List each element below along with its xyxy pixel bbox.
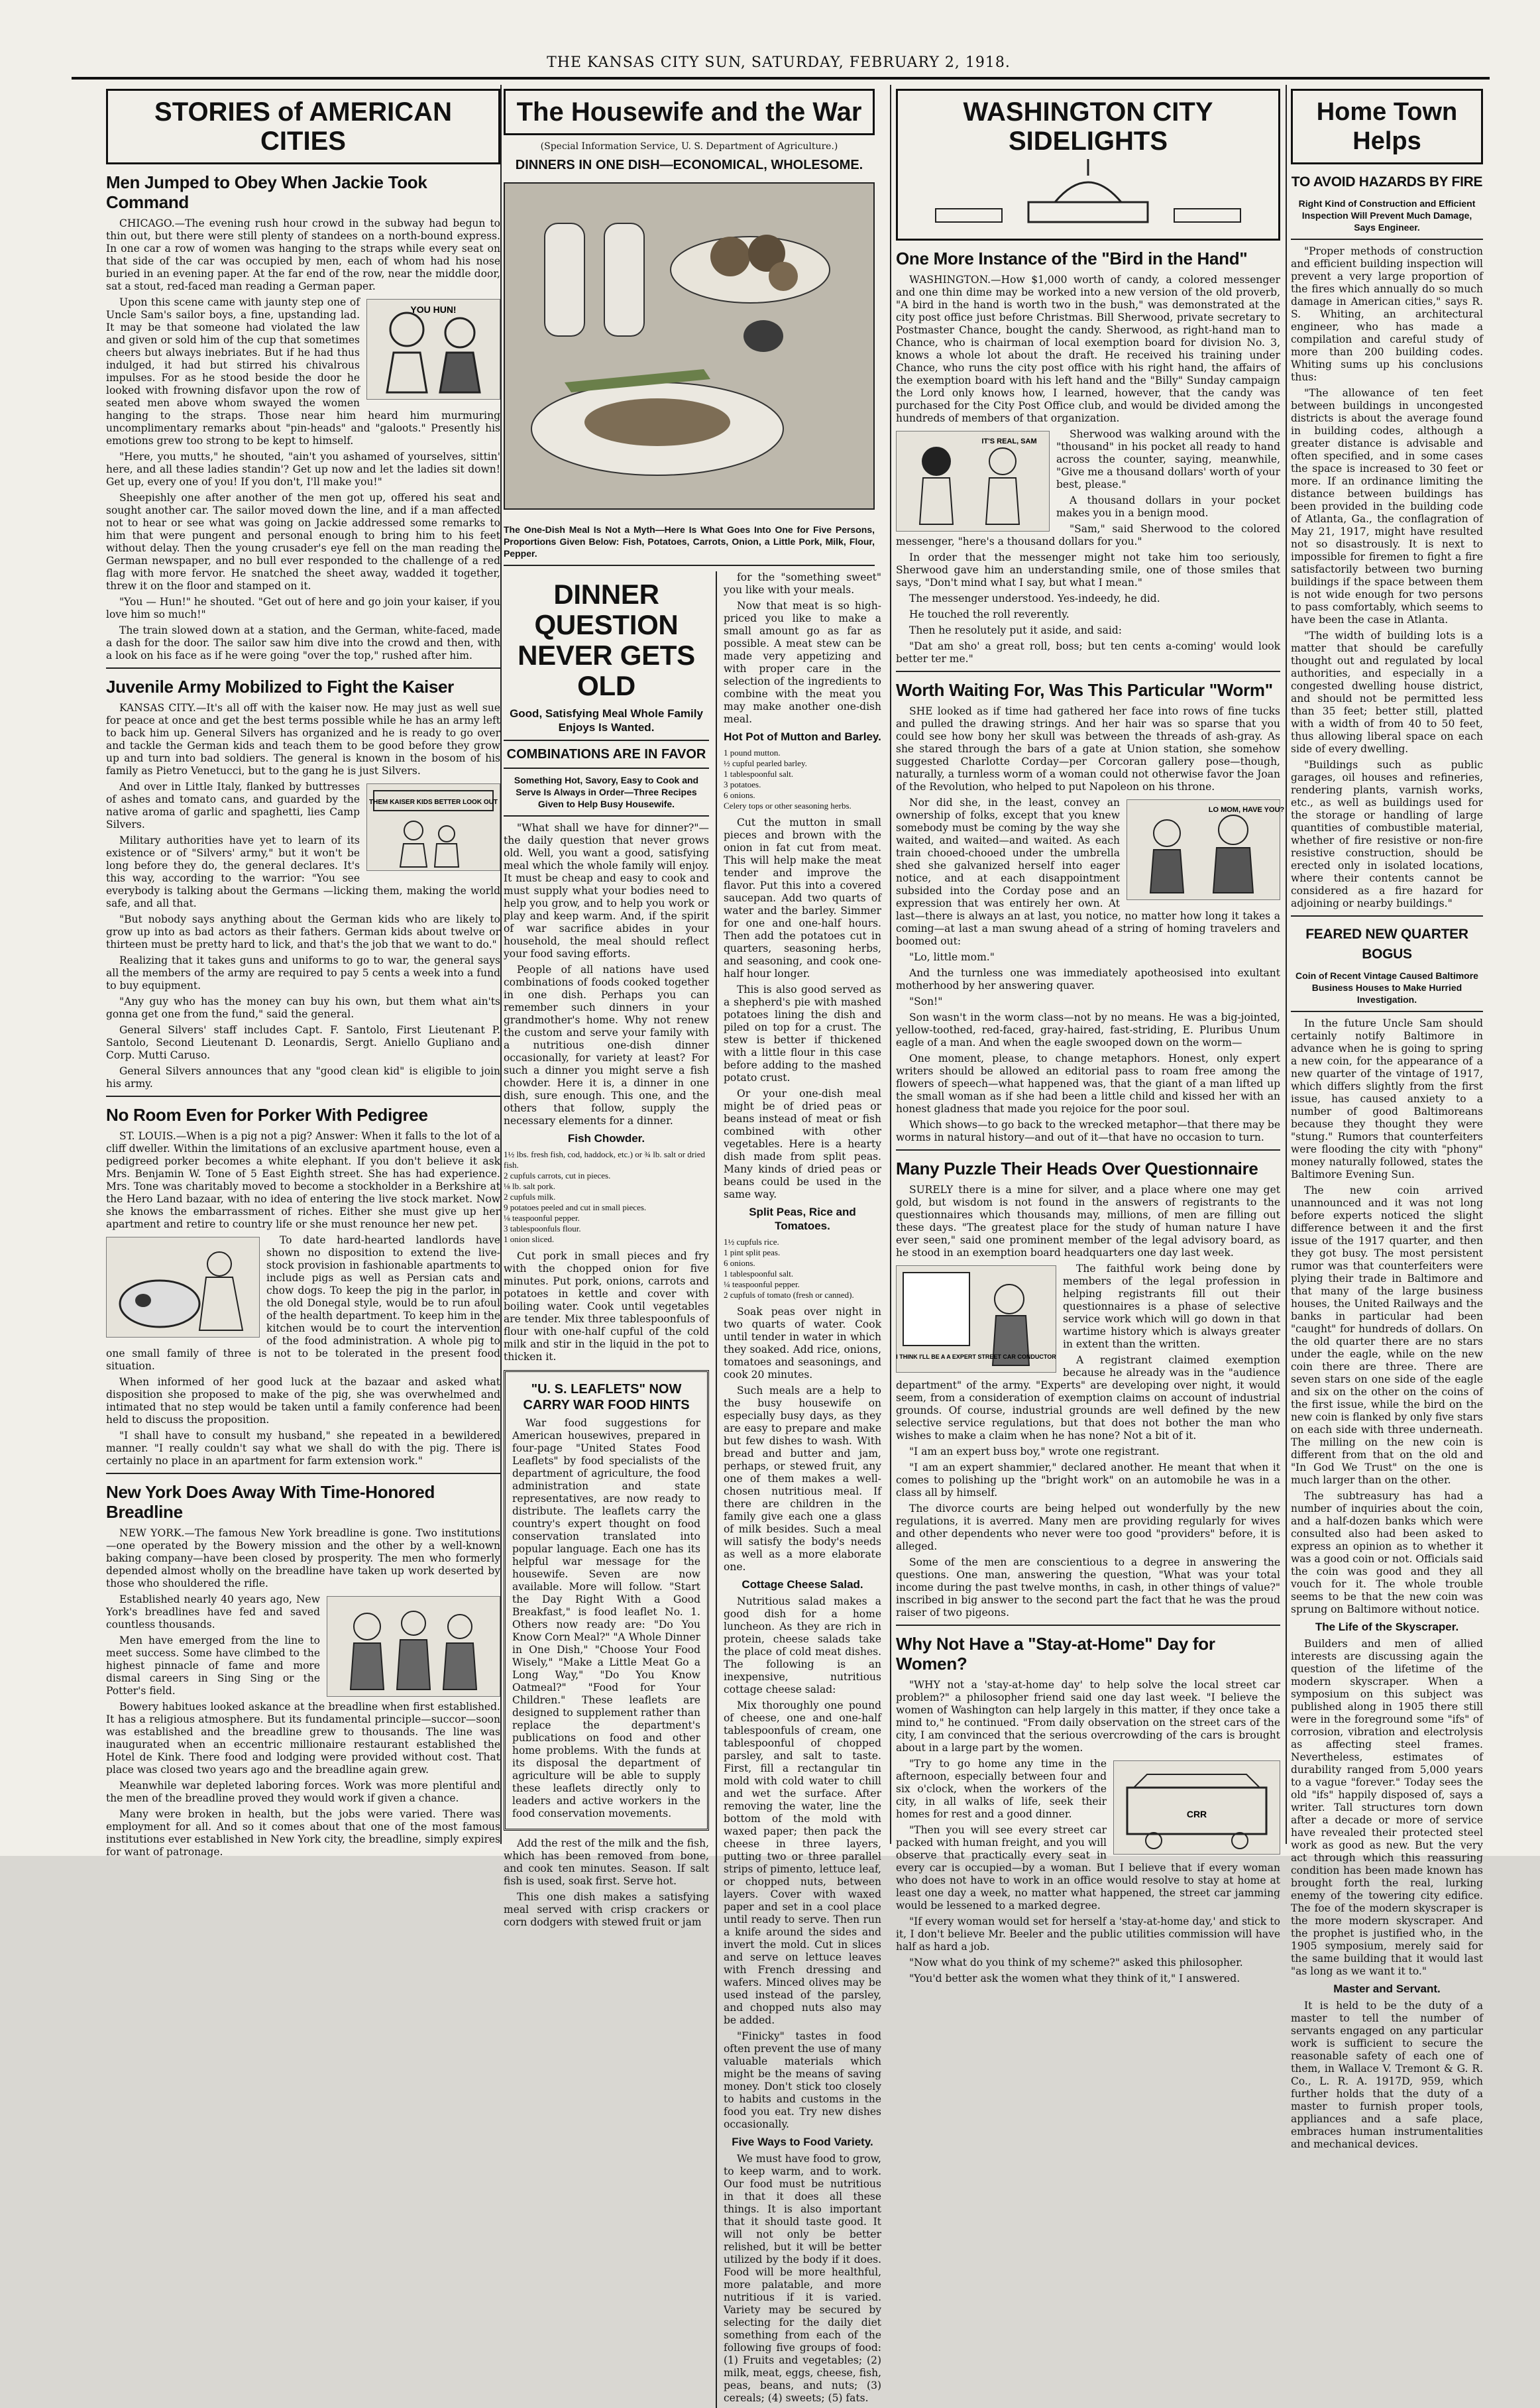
section-title: Master and Servant. <box>1333 1982 1441 1995</box>
story-deck: Coin of Recent Vintage Caused Baltimore Business Houses to Make Hurried Investigation. <box>1295 970 1478 1005</box>
column-rule <box>1286 85 1287 1844</box>
story-paragraph: "I am an expert buss boy," wrote one registrant. <box>909 1446 1160 1458</box>
banner-washington <box>896 89 1280 241</box>
leaflet-box <box>504 1370 709 1831</box>
story-paragraph: When informed of her good luck at the bazaar and asked what disposition she proposed to make of the pig, she was overwhelmed and intimated that no step would be taken until a family conference had been held to discuss the proposition. <box>106 1376 500 1426</box>
sketch-text: YOU HUN! <box>410 304 457 315</box>
article-headline: DINNER QUESTION NEVER GETS OLD <box>518 579 695 701</box>
story-paragraph: "Son!" <box>909 996 943 1007</box>
article-paragraph: Add the rest of the milk and the fish, which has been removed from bone, and cook ten minutes. Season. If salt fish is used, soak first. Serve hot. <box>504 1837 709 1887</box>
story-paragraph: To date hard-hearted landlords have shown no disposition to extend the live-stock provision in fashionable apartments to include pigs as well as Persian cats and chow dogs. To keep the pig in the parlor, in the old Donegal style, would be to run afoul of the health department. To keep him in the kitchen would be to court the intervention of the food administration. A whole pig to one small family of three is not to be tolerated in the present food situation. <box>106 1234 500 1372</box>
story-paragraph: Builders and men of allied interests are discussing again the question of the lifetime of the modern skyscraper. When a symposium on this subject was published along in 1905 there still were in the foreground some "ifs" of corrosion, vibration and electrolysis as affecting steel frames. Nevertheless, estimates of durability ranged from 5,000 years to a vague "forever." Today sees the old "ifs" happily disposed of, says a writer. Tall structures torn down after a decade or more of service have revealed their protected steel work as good as new. But the very act through which this reassuring condition has been made known has brought forth the real, lurking enemy of the towering city edifice. The foe of the modern skyscraper is the more modern skyscraper. And the prophet is justified who, in the 1905 symposium, merely said for the same building that it would last "as long as we want it to." <box>1291 1638 1483 1977</box>
recipe-ingredients: 1½ cupfuls rice. 1 pint split peas. 6 onions. 1 tablespoonful salt. ¼ teaspoonful pepper. 2 cupfuls of tomato (fresh or canned). <box>724 1237 854 1300</box>
story-paragraph: WASHINGTON.—How $1,000 worth of candy, a colored messenger and one thin dime may be worked into a new version of the old proverb, "A bird in the hand is worth two in the bush," was demonstrated at the city post office just before Christmas. Bill Sherwood, private secretary to Postmaster Chance, bought the candy. Sherwood, as right-hand man to Chance, who is chairman of local exemption board for division No. 3, knows a whole lot about the draft. He received his training under Chance, who runs the city post office with his right hand, the affairs of the exemption board with his left hand and the "Billy" Sunday campaign the Lord only knows how, I learned, however, that the candy was purchased for the City Post Office club, and would be divided among the hundreds of members of that organization. <box>896 274 1280 424</box>
article-paragraph: Mix thoroughly one pound of cheese, one and one-half tablespoonfuls of cream, one tablespoonful of chopped parsley, and salt to taste. First, fill a rectangular tin mold with cold water to chill and wet the surface. After removing the water, line the bottom of the mold with waxed paper; then pack the cheese in three layers, putting two or three parallel strips of pimento, lettuce leaf, or chopped nuts, between layers. Cover with waxed paper and set in a cool place until ready to serve. Then run a knife around the sides and invert the mold. Cut in slices and serve on lettuce leaves with French dressing and wafers. Minced olives may be used instead of the parsley, and chopped nuts also may be added. <box>724 1699 881 2026</box>
column-rule <box>500 85 502 1844</box>
story-paragraph: The new coin arrived unannounced and it was not long before experts noticed the slight difference between it and the first issue of the 1917 quarter, and then they got busy. The most persistent rumor was that counterfeiters were plying their trade in Baltimore and that many of the large business houses, the United Railways and the banks in particular had been "caught" for hundreds of dollars. On the old quarter there are no stars under the eagle, while on the new coin there are three. There are seven stars on one side of the eagle and six on the other on the coins of the first issue, while the bird on the new coin is flanked by only five stars on each side with three underneath. The milling on the new coin is different from that on the old and "In God We Trust" on the one is much larger than on the other. <box>1291 1184 1483 1486</box>
article-paragraph: Or your one-dish meal might be of dried peas or beans instead of meat or fish combined with other vegetables. Here is a hearty dish made from split peas. Many kinds of dried peas or beans could be used in the same way. <box>724 1088 881 1200</box>
story-headline: Many Puzzle Their Heads Over Questionnaire <box>896 1159 1258 1178</box>
story-headline: New York Does Away With Time-Honored Breadline <box>106 1482 435 1522</box>
article-left-subcolumn <box>504 571 709 2408</box>
divider <box>896 1149 1280 1151</box>
article-paragraph: for the "something sweet" you like with your meals. <box>724 571 881 596</box>
recipe-title: Fish Chowder. <box>567 1132 645 1145</box>
divider <box>106 667 500 669</box>
article-paragraph: This is also good served as a shepherd's pie with mashed potatoes lining the dish and piled on top for a crust. The stew is better if thickened with a little flour in this case before adding to the mashed potato crust. <box>724 984 881 1084</box>
subcolumn-rule <box>716 571 717 2408</box>
story-headline: FEARED NEW QUARTER BOGUS <box>1305 927 1468 962</box>
photo-caption: The One-Dish Meal Is Not a Myth—Here Is What Goes Into One for Five Persons, Proportions Given Below: Fish, Potatoes, Carrots, Onion, a Little Pork, Milk, Flour, Pepper. <box>504 524 875 559</box>
story-paragraph: The subtreasury has had a number of inquiries about the coin, and a half-dozen banks which were consulted also had been asked to express an opinion as to whether it was a good coin or not. Officials said the coin was good and they all vouch for it. The whole trouble seems to be that the new coin was sprung on Baltimore without notice. <box>1291 1490 1483 1615</box>
story-headline: Juvenile Army Mobilized to Fight the Kaiser <box>106 677 455 697</box>
article-paragraph: "Finicky" tastes in food often prevent the use of many valuable materials which might be the means of saving money. Don't stick too closely to habits and customs in the food you eat. Try new dishes occasionally. <box>724 2030 881 2130</box>
story-paragraph: Son wasn't in the worm class—not by no means. He was a big-jointed, yellow-toothed, red-faced, gray-haired, fast-striding, E. Pluribus Unum eagle of a man. And when the eagle swooped down on the worm— <box>896 1011 1280 1049</box>
divider <box>504 768 709 769</box>
cartoon-breadline-illustration <box>327 1596 500 1697</box>
cartoon-mother-son-illustration <box>1127 799 1285 900</box>
story-paragraph: Men have emerged from the line to meet success. Some have climbed to the highest pinnacle of fame and more dismal careers in Sing Sing or the Potter's field. <box>106 1634 320 1697</box>
story-headline: No Room Even for Porker With Pedigree <box>106 1105 428 1125</box>
story-paragraph: The train slowed down at a station, and the German, white-faced, made a dash for the door. The sailor saw him dive into the crowd and then, with a look on his face as if he were going "over the top," rushed after him. <box>106 624 500 661</box>
story-paragraph: "Here, you mutts," he shouted, "ain't you ashamed of yourselves, sittin' here, and all these ladies standin'? Get up now and let the ladies sit down! Get up, every one of you! If you don't, I'll make you!" <box>106 451 500 488</box>
story-paragraph: Which shows—to go back to the wrecked metaphor—that there may be worms in natural history—and out of it—that have no occasion to turn. <box>896 1119 1280 1143</box>
column-stories-of-american-cities <box>106 85 500 1858</box>
story-paragraph: And over in Little Italy, flanked by buttresses of ashes and tomato cans, and guarded by the native aroma of garlic and spaghetti, lies Camp Silvers. <box>106 781 360 831</box>
story-paragraph: Military authorities have yet to learn of its existence or of "Silvers' army," but it won't be long before they do, the general declares. It's this way, according to the warrior: "You see everybody is talking about the Germans —licking them, making the world safe, and all that. <box>106 834 500 909</box>
sketch-text: I THINK I'LL BE A A EXPERT STREET CAR CONDUCTOR <box>896 1353 1056 1360</box>
story-paragraph: SURELY there is a mine for silver, and a place where one may get gold, but wisdom is not found in the answers of registrants to the questionnaires which thousands may, millions, of men are filling out these days. "The greatest place for the study of human nature I have ever seen," said one prominent member of the legal advisory board, as he stood in an exemption board headquarters one day last week. <box>896 1184 1280 1259</box>
divider <box>106 1096 500 1097</box>
story-paragraph: NEW YORK.—The famous New York breadline is gone. Two institutions—one operated by the Bowery mission and the other by a well-known baking company—have been closed by prosperity. The men who formerly depended almost wholly on the breadline have taken up work deserted by those who shouldered the rifle. <box>106 1527 500 1589</box>
cartoon-registrant-illustration <box>896 1265 1056 1373</box>
banner-stories <box>106 89 500 164</box>
article-deck: Something Hot, Savory, Easy to Cook and Serve Is Always in Order—Three Recipes Given to Help Busy Housewife. <box>514 775 699 809</box>
story-paragraph: "Buildings such as public garages, oil houses and refineries, rendering plants, varnish works, etc., as well as buildings used for the storage or handling of large quantities of combustible material, whether of fire resistive or non-fire resistive construction, should be erected only in isolated locations, where their contents cannot be considered as a fire hazard for adjoining or nearby buildings." <box>1291 759 1483 909</box>
leaflet-headline: "U. S. LEAFLETS" NOW CARRY WAR FOOD HINTS <box>523 1382 690 1412</box>
story-paragraph: "Proper methods of construction and efficient building inspection will prevent a very large proportion of the fires which annually do so much damage in American cities," says R. S. Whiting, an architectural engineer, who has made a compilation and careful study of more than 200 building codes. Whiting sums up his conclusions thus: <box>1291 245 1483 383</box>
story-paragraph: "But nobody says anything about the German kids who are likely to grow up into as bad actors as their fathers. German kids about twelve or thirteen must be pretty hard to lick, and that's the job that we want to do." <box>106 913 500 950</box>
sketch-text: THEM KAISER KIDS BETTER LOOK OUT <box>369 799 498 806</box>
story-paragraph: Established nearly 40 years ago, New York's breadlines have fed and saved countless thousands. <box>106 1593 320 1631</box>
story-paragraph: "You'd better ask the women what they think of it," I answered. <box>909 1973 1240 1984</box>
story-paragraph: "Sam," said Sherwood to the colored messenger, "here's a thousand dollars for you." <box>896 523 1280 547</box>
recipe-title: Split Peas, Rice and Tomatoes. <box>749 1206 856 1232</box>
story-paragraph: "The allowance of ten feet between buildings in uncongested districts is about the average found in building codes, although a greater distance is advisable and often specified, and in some cases the space is increased to 30 feet or more. If an ordinance limiting the distance between buildings has been provided in the building code of Atlanta, Ga., the conflagration of May 21, 1917, might have resulted not so disastrously. It is next to impossible for firemen to fight a fire satisfactorily between two burning buildings if the space between them is not wide enough for two persons to pass comfortably, which seems to have been the case in Atlanta. <box>1291 387 1483 626</box>
story-paragraph: "I am an expert shammier," declared another. He meant that when it comes to polishing up the "bright work" on an automobile he was in a class all by himself. <box>896 1462 1280 1499</box>
story-paragraph: "If every woman would set for herself a 'stay-at-home day,' and stick to it, I don't believe Mr. Beeler and the public utilities commission will have half as hard a job. <box>896 1916 1280 1953</box>
story-paragraph: The faithful work being done by members of the legal profession in helping registrants fill out their questionnaires is a phase of selective service work which will go down in that wartime history which is always greater in extent than the written. <box>1063 1263 1280 1350</box>
article-paragraph: "What shall we have for dinner?"—the daily question that never grows old. Well, you want a good, satisfying meal which the whole family will enjoy. It must be cheap and easy to cook and must supply what your bodies need to help you grow, and to help you work or play and keep warm. And, if the spirit of war sacrifice abides in your household, the meal should reflect your food saving efforts. <box>504 822 709 960</box>
banner-housewife <box>504 89 875 135</box>
column-rule <box>890 85 891 1844</box>
story-paragraph: "Lo, little mom." <box>909 951 995 963</box>
story-paragraph: Sherwood was walking around with the "thousand" in his pocket all ready to hand across the counter, saying, meanwhile, "Give me a thousand dollars' worth of your best, please." <box>1056 428 1280 490</box>
service-note: (Special Information Service, U. S. Department of Agriculture.) <box>540 141 838 152</box>
article-paragraph: Such meals are a help to the busy housewife on especially busy days, as they are easy to prepare and make but few dishes to wash. With bread and butter and jam, perhaps, or stewed fruit, any one of them makes a well-chosen nutritious meal. If there are children in the family give each one a glass of milk besides. Such a meal will satisfy the body's needs as well as a more elaborate one. <box>724 1385 881 1573</box>
story-paragraph: The divorce courts are being helped out wonderfully by the new regulations, it is averred. Many men are providing regularly for wives and other dependents who never were too good "providers" before, it is alleged. <box>896 1503 1280 1552</box>
cartoon-sailor-illustration <box>366 299 500 400</box>
article-paragraph: This one dish makes a satisfying meal served with crisp crackers or corn dodgers with stewed fruit or jam <box>504 1891 709 1928</box>
story-headline: TO AVOID HAZARDS BY FIRE <box>1291 174 1483 190</box>
article-paragraph: Soak peas over night in two quarts of water. Cook until tender in water in which they soaked. Add rice, onions, tomatoes and seasonings, and cook 20 minutes. <box>724 1306 881 1381</box>
story-paragraph: Sheepishly one after another of the men got up, offered his seat and sought another car. The sailor moved down the line, and if a man affected not to hear or see what was going on Jackie addressed some remarks to him that were pungent and personal enough to bring him to his feet without delay. Then the young crusader's eye fell on the man reading the German newspaper, and no bull ever responded to the challenge of a red flag with more fervor. He snatched the sheet away, wadded it together, threw it on the floor and stamped on it. <box>106 492 500 592</box>
story-paragraph: ST. LOUIS.—When is a pig not a pig? Answer: When it falls to the lot of a cliff dweller. Within the limitations of an exclusive apartment house, even a pedigreed porker becomes a white elephant. If you don't believe it ask Mrs. Benjamin W. Tone of 5 East Eighth street. She has had experience. Mrs. Tone was charitably moved to become a stockholder in a Berkshire at the Hero Land bazaar, with no idea of entering the live stock market. Now she knows the embarrassment of riches. Either she must give up her apartment and retire to country life or she must renounce her new pet. <box>106 1130 500 1230</box>
story-headline: One More Instance of the "Bird in the Hand" <box>896 249 1248 268</box>
article-paragraph: Nutritious salad makes a good dish for a home luncheon. As they are rich in protein, cheese salads take the place of cold meat dishes. The following is an inexpensive, nutritious cottage cheese salad: <box>724 1595 881 1695</box>
story-paragraph: Realizing that it takes guns and uniforms to go to war, the general says all the members of the army are required to pay 5 cents a week into a fund to buy equipment. <box>106 954 500 992</box>
story-paragraph: "The width of building lots is a matter that should be carefully thought out and regulated by local authorities, and especially in a congested dwelling house district, and should not be permitted less than 35 feet; better still, platted with a width of from 40 to 50 feet, thus allowing liberal space on each side of every dwelling. <box>1291 630 1483 755</box>
divider <box>896 671 1280 672</box>
section-title: The Life of the Skyscraper. <box>1315 1621 1459 1633</box>
dinner-article <box>504 571 881 2408</box>
story-paragraph: "Now what do you think of my scheme?" asked this philosopher. <box>909 1957 1243 1969</box>
article-paragraph: We must have food to grow, to keep warm, and to work. Our food must be nutritious in that it does all these things. It is also important that it should taste good. It will not only be better relished, but it will be better utilized by the body if it does. Food will be more healthful, more palatable, and more nutritious if it is varied. Variety may be secured by selecting for the daily diet something from each of the following five groups of food: (1) Fruits and vegetables; (2) milk, meat, eggs, cheese, fish, peas, beans, and nuts; (3) cereals; (4) sweets; (5) fats. <box>724 2153 881 2404</box>
article-paragraph: Now that meat is so high-priced you like to make a small amount go as far as possible. A meat stew can be made very appetizing and with proper care in the selection of the ingredients to combine with the meat you may make another one-dish meal. <box>724 600 881 725</box>
story-paragraph: "Dat am sho' a great roll, boss; but ten cents a-coming' would look better ter me." <box>896 640 1280 665</box>
cartoon-streetcar-illustration <box>1113 1760 1280 1855</box>
story-paragraph: The messenger understood. Yes-indeedy, he did. <box>909 593 1160 604</box>
banner-title: WASHINGTON CITY SIDELIGHTS <box>963 97 1213 156</box>
story-paragraph: Then he resolutely put it aside, and said: <box>909 624 1122 636</box>
article-right-subcolumn <box>724 571 881 2408</box>
banner-title: The Housewife and the War <box>516 97 862 127</box>
one-dish-meal-photo <box>504 182 875 510</box>
leaflet-paragraph: War food suggestions for American housewives, prepared in four-page "United States Food Leaflets" by food specialists of the department of agriculture, the food administration and state representatives, are now ready to distribute. The leaflets carry the country's expert thought on food conservation translated into popular language. Each one has its helpful war message for the housewife. Seven are now available. More will follow. "Start the Day Right With a Good Breakfast," is food leaflet No. 1. Others now ready are: "Do You Know Corn Meal?" "A Whole Dinner in One Dish," "Choose Your Food Wisely," "Make a Little Meat Go a Long Way," "Do You Know Oatmeal?" "Food for Your Children." These leaflets are designed to supplement rather than replace the department's publications on food and other home problems. With the funds at its disposal the department of agriculture will be able to supply these leaflets directly only to leaders and active workers in the food conservation movements. <box>512 1417 700 1819</box>
story-paragraph: A registrant claimed exemption because he already was in the "audience department" of the army. "Experts" are developing over night, it would seem, from a consideration of exemption claims on account of industrial grounds. Of course, industrial grounds are well defined by the new selective service regulations, but that does not bother the man who wishes to make a claim when he has none? Not a bit of it. <box>896 1354 1280 1442</box>
banner-title: STORIES of AMERICAN CITIES <box>154 97 452 156</box>
recipe-title: Hot Pot of Mutton and Barley. <box>724 730 881 743</box>
banner-title: Home Town Helps <box>1316 98 1458 155</box>
banner-home-town <box>1291 89 1483 164</box>
story-paragraph: "WHY not a 'stay-at-home day' to help solve the local street car problem?" a philosopher friend said one day last week. "I believe the women of Washington can help largely in this matter, if they once take a mind to," he continued. "From daily observation on the street cars of the city, I am convinced that the serious overcrowding of the cars is brought about in a large part by the women. <box>896 1679 1280 1754</box>
story-paragraph: Upon this scene came with jaunty step one of Uncle Sam's sailor boys, a fine, upstanding lad. It may be that someone had violated the law and given or sold him of the cup that sometimes cheers but always inebriates. But if he had thus indulged, it had but stirred his chivalrous impulses. For as he stood beside the door he looked with frowning disfavor upon the row of seated men above whom swayed the women hanging to the straps. Those near him heard him murmuring uncomplimentary remarks about "pin-heads" and "galoots." Presently his emotions grew too strong to be kept to himself. <box>106 296 500 447</box>
article-paragraph: People of all nations have used combinations of foods cooked together in one dish. Perhaps you can remember such dinners in your grandmother's home. Why not renew the custom and serve your family with a nutritious one-dish dinner occasionally, for variety at least? For such a dinner you might serve a fish chowder. Here it is, a dinner in one dish, sure enough. This one, and the others that follow, supply the necessary elements for a dinner. <box>504 964 709 1127</box>
recipe-ingredients: 1 pound mutton. ½ cupful pearled barley. 1 tablespoonful salt. 3 potatoes. 6 onions. Celery tops or other seasoning herbs. <box>724 748 852 811</box>
sketch-text: LO MOM, HAVE YOU? <box>1208 806 1285 814</box>
divider <box>896 1625 1280 1626</box>
story-paragraph: And the turnless one was immediately apotheosised into exultant motherhood by her answering quaver. <box>896 967 1280 992</box>
article-deck: Good, Satisfying Meal Whole Family Enjoys Is Wanted. <box>510 707 703 734</box>
story-paragraph: General Silvers' staff includes Capt. F. Santolo, First Lieutenant P. Santolo, Second Lieutenant D. Leonardis, Sergt. Aniello Gupliano and Corp. Mutti Caruso. <box>106 1024 500 1061</box>
story-paragraph: KANSAS CITY.—It's all off with the kaiser now. He may just as well sue for peace at once and get the best terms possible while he has an army left to back him up. General Silvers has organized and he is ready to go over and tackle the German kids and teach them to be good before they grow up and turn into bad soldiers. The general is known in the bosom of his family as Pietro Venetucci, but to the gang he is just Silvers. <box>106 702 500 777</box>
cartoon-messenger-illustration <box>896 431 1050 532</box>
story-paragraph: He touched the roll reverently. <box>909 608 1070 620</box>
story-paragraph: "Any guy who has the money can buy his own, but them what ain'ts gonna get one from the fund," said the general. <box>106 996 500 1020</box>
section-title: Five Ways to Food Variety. <box>732 2136 873 2148</box>
article-paragraph: Cut the mutton in small pieces and brown with the onion in fat cut from meat. This will help make the meat tender and improve the flavor. Put this into a covered saucepan. Add two quarts of water and the barley. Simmer for one and one-half hours. Then add the potatoes cut in quarters, seasoning herbs, and seasoning, and cook one-half hour longer. <box>724 817 881 980</box>
story-paragraph: "You — Hun!" he shouted. "Get out of here and go join your kaiser, if you love him so much!" <box>106 596 500 620</box>
article-deck: COMBINATIONS ARE IN FAVOR <box>506 747 706 762</box>
sketch-text: IT'S REAL, SAM <box>981 437 1037 445</box>
story-paragraph: Bowery habitues looked askance at the breadline when first established. It has a religious atmosphere. But its fundamental principle—succor—soon was established and the breadline grew to thousands. The line was inaugurated when an eccentric millionaire restaurant established the Hotel de Kink. There food and lodging were provided without cost. That place was closed two years ago and the breadline again grew. <box>106 1701 500 1776</box>
story-paragraph: "Try to go home any time in the afternoon, especially between four and six o'clock, when the workers of the city, in all walks of life, seek their homes for rest and a good dinner. <box>896 1758 1107 1820</box>
masthead: THE KANSAS CITY SUN, SATURDAY, FEBRUARY 2, 1918. <box>547 54 1011 71</box>
recipe-ingredients: 1½ lbs. fresh fish, cod, haddock, etc.) or ¾ lb. salt or dried fish. 2 cupfuls carrots, cut in pieces. ⅛ lb. salt pork. 2 cupfuls milk. 9 potatoes peeled and cut in small pieces. ⅛ teaspoonful pepper. 3 tablespoonfuls flour. 1 onion sliced. <box>504 1149 705 1244</box>
story-paragraph: "Then you will see every street car packed with human freight, and you will observe that practically every seat in every car is occupied—by a woman. But I believe that if every woman who does not have to work in an office would resolve to stay at home at least one day a week, no matter what happened, the street car jamming would be lessened to a marked degree. <box>896 1824 1280 1912</box>
article-paragraph: Cut pork in small pieces and fry with the chopped onion for five minutes. Put pork, onions, carrots and potatoes in kettle and cover with boiling water. Cook until vegetables are tender. Mix three tablespoonfuls of flour with one-half cupful of the cold milk and stir in the liquid in the pot to thicken it. <box>504 1250 709 1363</box>
story-paragraph: CHICAGO.—The evening rush hour crowd in the subway had begun to thin out, but there were still plenty of standees on a north-bound express. In one car a row of women was hanging to the straps while every seat on that side of the car was occupied by men, each of whom had his nose buried in an evening paper. At the far end of the row, near the middle door, sat a stout, red-faced man reading a German paper. <box>106 217 500 292</box>
top-rule <box>72 77 1490 80</box>
story-paragraph: In the future Uncle Sam should certainly notify Baltimore in advance when he is going to spring a new coin, for the appearance of a new quarter of the vintage of 1917, which differs slightly from the first issue, has caused anxiety to a number of good Baltimoreans because they thought they were "stung." Rumors that counterfeiters were flooding the city with "phony" money naturally followed, states the Baltimore Evening Sun. <box>1291 1017 1483 1180</box>
cartoon-pig-illustration <box>106 1237 260 1338</box>
story-paragraph: In order that the messenger might not take him too seriously, Sherwood gave him an understanding smile, one of those smiles that says, "Don't mind what I say, but what I mean." <box>896 551 1280 589</box>
capitol-dome-illustration <box>909 156 1267 229</box>
story-paragraph: Nor did she, in the least, convey an ownership of folks, except that you knew somebody must be coming by the way she waited, and waited—and waited. As each train chooed-chooed under the umbrella shed she galvanized herself into eager notice, and at each disappointment subsided into the Corday pose and an expression that was entirely her own. At last—there is always an at last, you notice, no matter how long it takes a coming—at last a man swung ahead of a string of homing travelers and boomed out: <box>896 797 1280 947</box>
column-housewife-and-war <box>504 85 881 2404</box>
story-headline: Men Jumped to Obey When Jackie Took Command <box>106 172 427 212</box>
story-headline: Why Not Have a "Stay-at-Home" Day for Women? <box>896 1634 1215 1674</box>
divider <box>504 740 709 741</box>
column-washington-sidelights <box>896 85 1285 1984</box>
sketch-text: CRR <box>1186 1809 1207 1819</box>
story-paragraph: One moment, please, to change metaphors. Honest, only expert writers should be allowed an editorial pass to roam free among the flowers of speech—what happened was, that the giant of a man lifted up the small woman as if she had been a little child and kissed her with an honest gladness that made you rejoice for the poor soul. <box>896 1053 1280 1115</box>
story-paragraph: Meanwhile war depleted laboring forces. Work was more plentiful and the men of the breadline proved they would work if given a chance. <box>106 1780 500 1804</box>
story-paragraph: "I shall have to consult my husband," she repeated in a bewildered manner. "I really couldn't say what we shall do with the pig. There is certainly no place in an apartment for farm extension work." <box>106 1430 500 1467</box>
divider <box>106 1473 500 1474</box>
story-paragraph: It is held to be the duty of a master to tell the number of servants engaged on any particular work is sufficient to secure the reasonable safety of each one of them, in Wallace V. Tremont & G. R. Co., L. R. A. 1917D, 959, which further holds that the duty of a master to furnish proper tools, appliances and a safe place, embraces human instrumentalities and mechanical devices. <box>1291 2000 1483 2150</box>
story-paragraph: Some of the men are conscientious to a degree in answering the questions. One man, answering the question, "What was your total income during the past twelve months, in cash, in other things of value?" inscribed in big answer to the second part the fact that he was the proud raiser of two pigeons. <box>896 1556 1280 1619</box>
story-paragraph: General Silvers announces that any "good clean kid" is eligible to join his army. <box>106 1065 500 1090</box>
story-headline: Worth Waiting For, Was This Particular "Worm" <box>896 680 1273 700</box>
divider <box>1291 239 1483 240</box>
divider <box>1291 915 1483 917</box>
story-deck: Right Kind of Construction and Efficient Inspection Will Prevent Much Damage, Says Engineer. <box>1298 198 1476 233</box>
divider <box>1291 1011 1483 1012</box>
cartoon-kids-illustration <box>366 783 500 871</box>
story-paragraph: A thousand dollars in your pocket makes you in a benign mood. <box>1056 494 1280 519</box>
story-paragraph: SHE looked as if time had gathered her face into rows of fine tucks and pulled the drawing strings. And her hair was so sparse that you could see how bony her skull was between the threads of ash-gray. As she stared through the bars of a gate at Union station, she somehow suggested Charlotte Corday—per Corcoran gallery pose—though, naturally, a turnless worm of a woman could not otherwise favor the Joan of the Revolution, who helped to put Napoleon on his throne. <box>896 705 1280 793</box>
divider <box>504 815 709 817</box>
subheadline: DINNERS IN ONE DISH—ECONOMICAL, WHOLESOME. <box>515 158 863 172</box>
story-paragraph: Many were broken in health, but the jobs were varied. There was employment for all. And so it comes about that one of the most famous institutions ever established in New York city, the breadline, simply expires for want of patronage. <box>106 1808 500 1858</box>
column-home-town-helps <box>1291 85 1483 2150</box>
divider <box>504 565 875 566</box>
recipe-title: Cottage Cheese Salad. <box>742 1578 863 1591</box>
